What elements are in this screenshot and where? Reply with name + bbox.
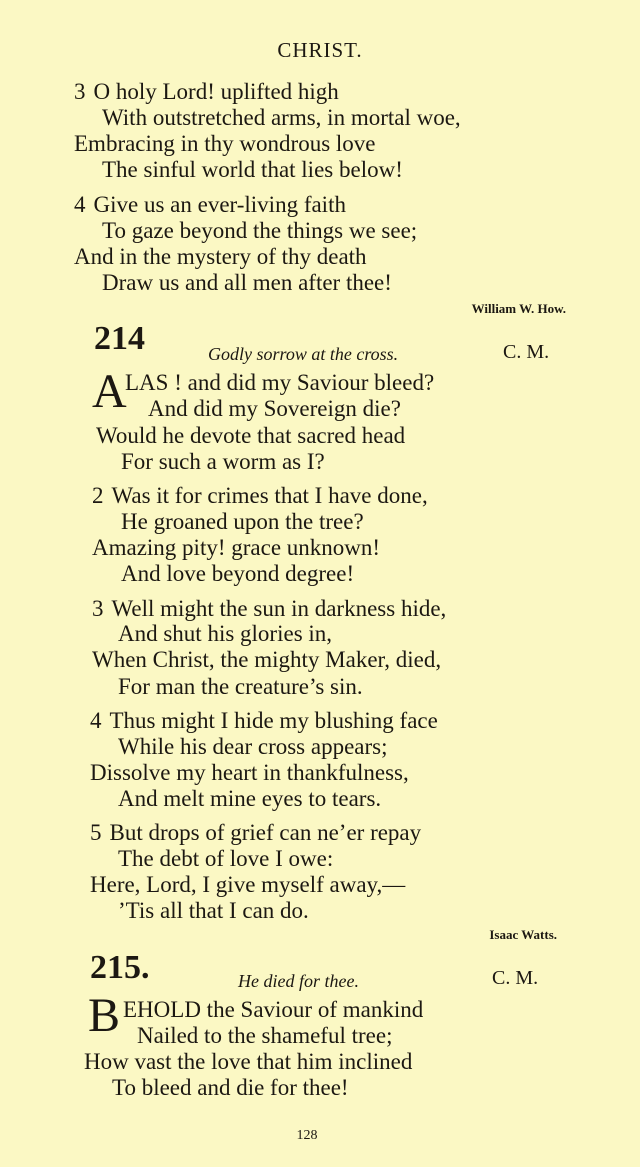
verse-number: 2	[92, 483, 104, 508]
hymn-author: Isaac Watts.	[489, 927, 557, 942]
verse-line: And did my Sovereign die?	[148, 396, 401, 421]
verse-number: 3	[92, 596, 104, 621]
verse-line: ’Tis all that I can do.	[118, 898, 309, 923]
verse-text: Well might the sun in darkness hide,	[111, 596, 447, 621]
verse-line: To bleed and die for thee!	[112, 1075, 349, 1100]
verse-line: To gaze beyond the things we see;	[102, 218, 418, 243]
verse-line: LAS ! and did my Saviour bleed?	[125, 370, 435, 395]
verse-line: He groaned upon the tree?	[121, 509, 364, 534]
hymn-title: He died for thee.	[238, 971, 359, 991]
verse-line: Dissolve my heart in thankfulness,	[90, 760, 409, 785]
verse-text: But drops of grief can ne’er repay	[109, 820, 422, 845]
drop-cap: B	[88, 989, 121, 1042]
verse-line: How vast the love that him inclined	[84, 1049, 413, 1074]
verse-text: Thus might I hide my blushing face	[109, 708, 438, 733]
verse-line: Nailed to the shameful tree;	[137, 1023, 393, 1048]
verse-line	[74, 193, 346, 216]
verse-line: And love beyond degree!	[121, 561, 355, 586]
verse-line	[90, 821, 421, 844]
verse-line: And in the mystery of thy death	[74, 244, 367, 269]
verse-line: EHOLD the Saviour of mankind	[123, 997, 424, 1022]
verse-text: Give us an ever-living faith	[93, 192, 346, 217]
verse-line: When Christ, the mighty Maker, died,	[92, 647, 442, 672]
verse-line: And shut his glories in,	[118, 621, 333, 646]
verse-line: With outstretched arms, in mortal woe,	[102, 105, 461, 130]
verse-line	[74, 80, 339, 103]
verse-line: Amazing pity! grace unknown!	[92, 535, 381, 560]
verse-line: While his dear cross appears;	[118, 734, 388, 759]
verse-number: 5	[90, 820, 102, 845]
verse-line: The sinful world that lies below!	[102, 157, 403, 182]
hymn-number: 215.	[90, 949, 150, 986]
hymn-author: William W. How.	[471, 301, 566, 316]
verse-line: The debt of love I owe:	[118, 846, 334, 871]
page-number: 128	[296, 1128, 318, 1143]
verse-line: For man the creature’s sin.	[118, 674, 363, 699]
verse-text: Was it for crimes that I have done,	[111, 483, 428, 508]
verse-number: 4	[90, 708, 102, 733]
verse-line: Here, Lord, I give myself away,—	[90, 872, 406, 897]
verse-line	[90, 709, 438, 732]
verse-line	[92, 484, 428, 507]
hymn-meter: C. M.	[492, 967, 539, 989]
verse-line: Draw us and all men after thee!	[102, 270, 392, 295]
verse-line	[92, 597, 446, 620]
verse-number: 3	[74, 79, 86, 104]
hymn-number: 214	[94, 320, 145, 357]
verse-number: 4	[74, 192, 86, 217]
verse-line: For such a worm as I?	[121, 449, 325, 474]
hymn-meter: C. M.	[503, 341, 550, 363]
verse-line: And melt mine eyes to tears.	[118, 786, 382, 811]
page-header: CHRIST.	[277, 38, 363, 62]
verse-line: Would he devote that sacred head	[96, 423, 406, 448]
verse-text: O holy Lord! uplifted high	[93, 79, 339, 104]
drop-cap: A	[92, 365, 127, 418]
hymn-title: Godly sorrow at the cross.	[208, 344, 399, 364]
verse-line: Embracing in thy wondrous love	[74, 131, 376, 156]
